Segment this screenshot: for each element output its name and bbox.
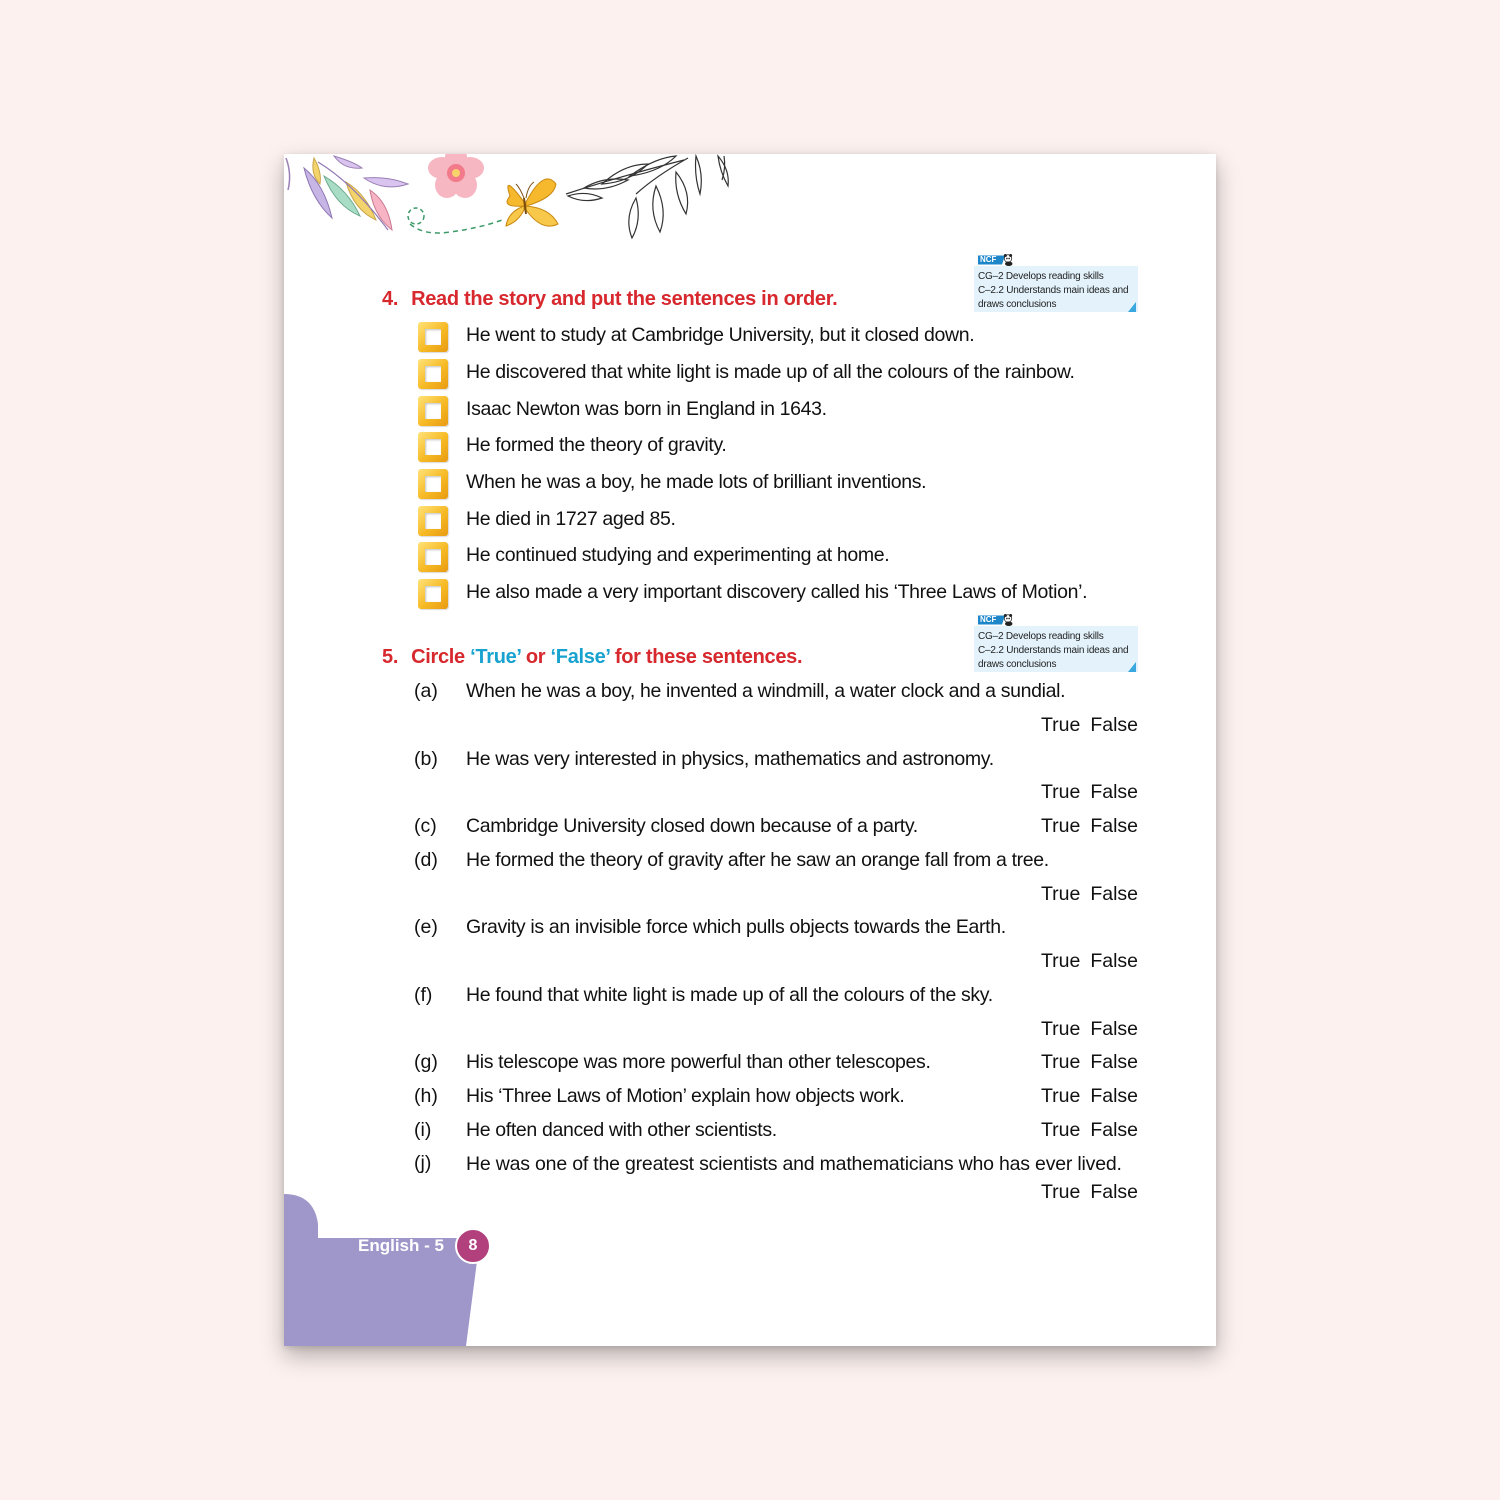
false-option[interactable]: False xyxy=(1090,1119,1138,1141)
order-item xyxy=(418,359,1178,393)
true-option[interactable]: True xyxy=(1040,1119,1081,1141)
ncf-line: draws conclusions xyxy=(978,299,1057,310)
false-option[interactable]: False xyxy=(1090,781,1138,803)
panda-mascot-icon xyxy=(1004,614,1013,626)
pink-flower xyxy=(428,154,484,198)
line-art-leaves-right xyxy=(566,156,728,238)
true-option[interactable]: True xyxy=(1040,1018,1081,1040)
order-item xyxy=(418,542,1178,576)
section-4-heading xyxy=(382,288,837,311)
order-checkbox[interactable] xyxy=(418,506,448,536)
dashed-flight-path xyxy=(408,208,502,233)
question-text: His ‘Three Laws of Motion’ explain how objects work. xyxy=(466,1085,905,1107)
question-label: (i) xyxy=(414,1119,432,1141)
question-label: (g) xyxy=(414,1051,438,1073)
book-title: English - 5 xyxy=(358,1236,444,1255)
true-option[interactable]: True xyxy=(1040,714,1081,736)
question-label: (f) xyxy=(414,984,433,1006)
question-text: Gravity is an invisible force which pulls objects towards the Earth. xyxy=(466,916,1006,938)
ncf-line: C–2.2 Understands main ideas and xyxy=(978,285,1129,296)
order-sentence: Isaac Newton was born in England in 1643. xyxy=(466,398,827,420)
order-item xyxy=(418,322,1178,356)
false-option[interactable]: False xyxy=(1090,714,1138,736)
ncf-competency-tag xyxy=(972,252,1140,314)
false-option[interactable]: False xyxy=(1090,883,1138,905)
true-false-choice xyxy=(1041,950,1138,973)
question-label: (e) xyxy=(414,916,438,938)
order-item xyxy=(418,469,1178,503)
section-4-number: 4. xyxy=(382,288,399,310)
true-false-choice xyxy=(1041,781,1138,804)
order-checkbox[interactable] xyxy=(418,359,448,389)
section-4-title: Read the story and put the sentences in order. xyxy=(411,288,838,310)
order-sentence: He went to study at Cambridge University, but it closed down. xyxy=(466,324,975,346)
floral-butterfly-illustration xyxy=(284,154,754,244)
true-false-choice xyxy=(1041,714,1138,737)
true-option[interactable]: True xyxy=(1040,883,1081,905)
true-false-choice xyxy=(1041,1051,1138,1074)
question-text: He often danced with other scientists. xyxy=(466,1119,777,1141)
false-option[interactable]: False xyxy=(1090,1018,1138,1040)
question-text: When he was a boy, he invented a windmill, a water clock and a sundial. xyxy=(466,680,1066,702)
order-sentence: He also made a very important discovery called his ‘Three Laws of Motion’. xyxy=(466,581,1088,603)
true-false-choice xyxy=(1041,815,1138,838)
section-5-heading xyxy=(382,646,802,669)
section-5-title-pre: Circle xyxy=(411,646,471,668)
order-checkbox[interactable] xyxy=(418,469,448,499)
true-option[interactable]: True xyxy=(1040,1085,1081,1107)
ribbon-fold-icon xyxy=(1128,302,1136,312)
question-text: He found that white light is made up of all the colours of the sky. xyxy=(466,984,993,1006)
false-option[interactable]: False xyxy=(1090,1051,1138,1073)
true-option[interactable]: True xyxy=(1040,781,1081,803)
ncf-line: CG–2 Develops reading skills xyxy=(978,631,1104,642)
true-option[interactable]: True xyxy=(1040,1181,1081,1203)
ncf-competency-tag xyxy=(972,612,1140,674)
ncf-line: draws conclusions xyxy=(978,659,1057,670)
footer-tab-shape xyxy=(284,1194,494,1346)
ncf-badge xyxy=(972,614,1020,626)
ribbon-fold-icon xyxy=(1128,662,1136,672)
panda-mascot-icon xyxy=(1004,254,1013,266)
section-5-title-true: ‘True’ xyxy=(470,646,521,668)
ncf-competency-box xyxy=(974,626,1138,672)
section-5-number: 5. xyxy=(382,646,399,668)
question-label: (a) xyxy=(414,680,438,702)
ncf-competency-box xyxy=(974,266,1138,312)
question-text: He was very interested in physics, mathematics and astronomy. xyxy=(466,748,994,770)
ncf-line: CG–2 Develops reading skills xyxy=(978,271,1104,282)
question-text: He formed the theory of gravity after he saw an orange fall from a tree. xyxy=(466,849,1049,871)
order-checkbox[interactable] xyxy=(418,396,448,426)
ncf-line: C–2.2 Understands main ideas and xyxy=(978,645,1129,656)
butterfly xyxy=(506,179,558,226)
true-false-choice xyxy=(1041,1119,1138,1142)
question-label: (h) xyxy=(414,1085,438,1107)
true-option[interactable]: True xyxy=(1040,1051,1081,1073)
order-checkbox[interactable] xyxy=(418,322,448,352)
false-option[interactable]: False xyxy=(1090,1181,1138,1203)
false-option[interactable]: False xyxy=(1090,815,1138,837)
ncf-badge-label: NCF xyxy=(980,615,997,624)
question-text: Cambridge University closed down because of a party. xyxy=(466,815,918,837)
question-text: His telescope was more powerful than other telescopes. xyxy=(466,1051,931,1073)
order-checkbox[interactable] xyxy=(418,579,448,609)
order-sentence: When he was a boy, he made lots of brilliant inventions. xyxy=(466,471,927,493)
false-option[interactable]: False xyxy=(1090,1085,1138,1107)
true-false-choice xyxy=(1041,1018,1138,1041)
order-checkbox[interactable] xyxy=(418,432,448,462)
question-label: (c) xyxy=(414,815,437,837)
ncf-badge xyxy=(972,254,1020,266)
true-false-choice xyxy=(1041,1085,1138,1108)
order-sentence: He continued studying and experimenting at home. xyxy=(466,544,890,566)
order-sentence: He died in 1727 aged 85. xyxy=(466,508,676,530)
section-5-title-post: for these sentences. xyxy=(609,646,803,668)
true-false-choice xyxy=(1041,1181,1138,1204)
question-text: He was one of the greatest scientists and mathematicians who has ever lived. xyxy=(466,1153,1122,1175)
page-number: 8 xyxy=(455,1228,491,1264)
order-item xyxy=(418,579,1178,613)
order-checkbox[interactable] xyxy=(418,542,448,572)
question-label: (b) xyxy=(414,748,438,770)
true-false-choice xyxy=(1041,883,1138,906)
order-sentence: He discovered that white light is made up of all the colours of the rainbow. xyxy=(466,361,1075,383)
true-option[interactable]: True xyxy=(1040,950,1081,972)
leaf-cluster-left xyxy=(286,156,408,230)
false-option[interactable]: False xyxy=(1090,950,1138,972)
true-option[interactable]: True xyxy=(1040,815,1081,837)
order-sentence: He formed the theory of gravity. xyxy=(466,434,727,456)
ncf-badge-label: NCF xyxy=(980,255,997,264)
section-5-title-false: ‘False’ xyxy=(550,646,610,668)
order-item xyxy=(418,396,1178,430)
question-label: (d) xyxy=(414,849,438,871)
question-label: (j) xyxy=(414,1152,432,1174)
workbook-page xyxy=(284,154,1216,1346)
order-item xyxy=(418,432,1178,466)
order-item xyxy=(418,506,1178,540)
section-5-title-mid: or xyxy=(520,646,551,668)
